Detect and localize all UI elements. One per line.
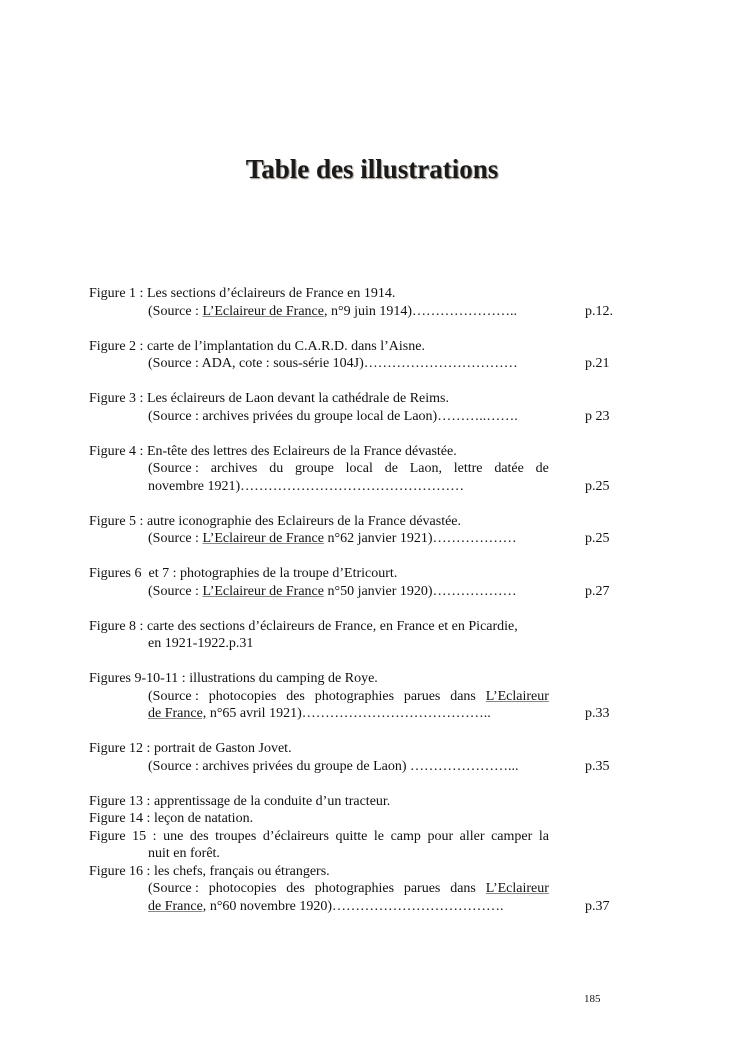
page-ref: p.27 bbox=[585, 583, 610, 599]
entry-figures-13-16 bbox=[89, 793, 649, 916]
entry-caption: Figure 12 : portrait de Gaston Jovet. bbox=[89, 741, 292, 756]
source-text: (Source : ADA, cote : sous-série 104J)…………………………… bbox=[148, 356, 518, 371]
journal-title: L’Eclaireur bbox=[485, 688, 549, 704]
entry-caption: Figure 13 : apprentissage de la conduite d’un tracteur. bbox=[89, 793, 391, 809]
source-suffix: n°65 avril 1921)………………………………….. bbox=[206, 706, 491, 721]
page-ref: p.12. bbox=[585, 303, 613, 319]
word: des bbox=[286, 688, 305, 704]
entry-caption: Figures 9-10-11 : illustrations du camping de Roye. bbox=[89, 671, 378, 686]
source-suffix: , n°9 juin 1914)………………….. bbox=[323, 303, 518, 319]
source-prefix: (Source : bbox=[148, 583, 203, 599]
word: troupes bbox=[215, 828, 257, 844]
entry-caption-cont: nuit en forêt. bbox=[148, 846, 220, 861]
entry-caption: Figure 8 : carte des sections d’éclaireurs de France, en France et en Picardie, bbox=[89, 618, 518, 634]
page-ref: p.21 bbox=[585, 356, 610, 371]
word: des bbox=[286, 881, 305, 896]
word: (Source : bbox=[148, 881, 199, 896]
word: photographies bbox=[314, 881, 395, 896]
journal-title: L’Eclaireur bbox=[485, 881, 549, 896]
entry-caption: Figure 1 : Les sections d’éclaireurs de France en 1914. bbox=[89, 286, 396, 301]
source-text: (Source : archives privées du groupe de Laon) …………………... bbox=[148, 758, 519, 774]
entry-figure-8 bbox=[89, 618, 649, 653]
word: groupe bbox=[294, 461, 334, 476]
source-suffix: n°60 novembre 1920)………………………………. bbox=[206, 898, 504, 914]
entry-figure-5 bbox=[89, 513, 649, 548]
source-suffix: n°50 janvier 1920)……………… bbox=[323, 583, 517, 599]
entry-figures-9-10-11 bbox=[89, 670, 649, 723]
word: photocopies bbox=[208, 688, 277, 704]
entry-source bbox=[89, 688, 649, 706]
entry-source bbox=[89, 303, 649, 321]
source-suffix: n°62 janvier 1921)……………… bbox=[323, 531, 517, 546]
word: la bbox=[538, 828, 549, 844]
page-ref: p.37 bbox=[585, 898, 610, 914]
word: parues bbox=[403, 688, 441, 704]
word: archives bbox=[210, 461, 258, 476]
word: camp bbox=[390, 828, 421, 844]
word: aller bbox=[459, 828, 485, 844]
word: local bbox=[345, 461, 373, 476]
entry-figure-4 bbox=[89, 443, 649, 496]
entry-source bbox=[89, 460, 649, 478]
word: Laon, bbox=[409, 461, 442, 476]
entry-source bbox=[89, 408, 649, 426]
journal-title: de France, bbox=[148, 706, 207, 721]
page-ref: p.33 bbox=[585, 706, 610, 721]
word: quitte bbox=[335, 828, 368, 844]
word: le bbox=[373, 828, 385, 844]
journal-title: de France, bbox=[148, 898, 207, 914]
entry-caption: Figure 3 : Les éclaireurs de Laon devant la cathédrale de Reims. bbox=[89, 391, 449, 406]
word: parues bbox=[403, 881, 441, 896]
entry-figure-2 bbox=[89, 338, 649, 373]
source-justified bbox=[148, 460, 549, 478]
word: lettre bbox=[453, 461, 483, 476]
caption-justified bbox=[89, 828, 549, 846]
entry-source-cont bbox=[89, 898, 649, 916]
word: : bbox=[152, 828, 157, 844]
illustrations-list bbox=[89, 285, 649, 915]
page-number: 185 bbox=[584, 993, 601, 1005]
entry-source bbox=[89, 758, 649, 776]
word: 15 bbox=[132, 828, 147, 844]
entry-caption-cont: en 1921-1922.p.31 bbox=[148, 636, 254, 651]
journal-title: L’Eclaireur de France bbox=[202, 303, 324, 319]
word: datée bbox=[494, 461, 524, 476]
entry-caption: Figures 6 et 7 : photographies de la troupe d’Etricourt. bbox=[89, 566, 398, 581]
word: photographies bbox=[314, 688, 395, 704]
word: pour bbox=[427, 828, 454, 844]
word: (Source : bbox=[148, 461, 199, 476]
word: photocopies bbox=[208, 881, 277, 896]
source-prefix: (Source : bbox=[148, 531, 203, 546]
entry-source bbox=[89, 355, 649, 373]
entry-caption: Figure 2 : carte de l’implantation du C.A.R.D. dans l’Aisne. bbox=[89, 338, 425, 354]
source-prefix: (Source : bbox=[148, 303, 203, 319]
entry-source bbox=[89, 583, 649, 601]
entry-source bbox=[89, 880, 649, 898]
word: des bbox=[189, 828, 209, 844]
word: de bbox=[535, 461, 549, 476]
word: une bbox=[163, 828, 184, 844]
word: d’éclaireurs bbox=[262, 828, 329, 844]
page-title: Table des illustrations bbox=[245, 154, 499, 184]
word: camper bbox=[491, 828, 533, 844]
source-justified bbox=[148, 688, 549, 706]
entry-caption: Figure 14 : leçon de natation. bbox=[89, 811, 254, 826]
entry-caption: Figure 16 : les chefs, français ou étrangers. bbox=[89, 863, 330, 879]
entry-caption: Figure 5 : autre iconographie des Eclaireurs de la France dévastée. bbox=[89, 513, 462, 529]
page-ref: p.25 bbox=[585, 531, 610, 546]
entry-figure-12 bbox=[89, 740, 649, 775]
word: Figure bbox=[89, 828, 126, 844]
word: de bbox=[384, 461, 398, 476]
entry-source bbox=[89, 530, 649, 548]
entry-figure-1 bbox=[89, 285, 649, 320]
word: (Source : bbox=[148, 688, 199, 704]
page-ref: p.35 bbox=[585, 758, 610, 774]
source-text: (Source : archives privées du groupe local de Laon)………..……. bbox=[148, 408, 518, 424]
entry-source-cont bbox=[89, 478, 649, 496]
page-ref: p 23 bbox=[585, 408, 610, 424]
entry-figure-3 bbox=[89, 390, 649, 425]
word: du bbox=[269, 461, 284, 476]
word: dans bbox=[450, 688, 476, 704]
source-justified bbox=[148, 880, 549, 898]
journal-title: L’Eclaireur de France bbox=[202, 583, 324, 599]
page-ref: p.25 bbox=[585, 478, 610, 494]
source-text: novembre 1921)………………………………………… bbox=[148, 478, 465, 494]
word: dans bbox=[450, 881, 476, 896]
entry-figures-6-7 bbox=[89, 565, 649, 600]
entry-caption bbox=[89, 828, 649, 846]
entry-caption: Figure 4 : En-tête des lettres des Eclaireurs de la France dévastée. bbox=[89, 443, 457, 459]
entry-source-cont bbox=[89, 705, 649, 723]
journal-title: L’Eclaireur de France bbox=[202, 531, 324, 546]
